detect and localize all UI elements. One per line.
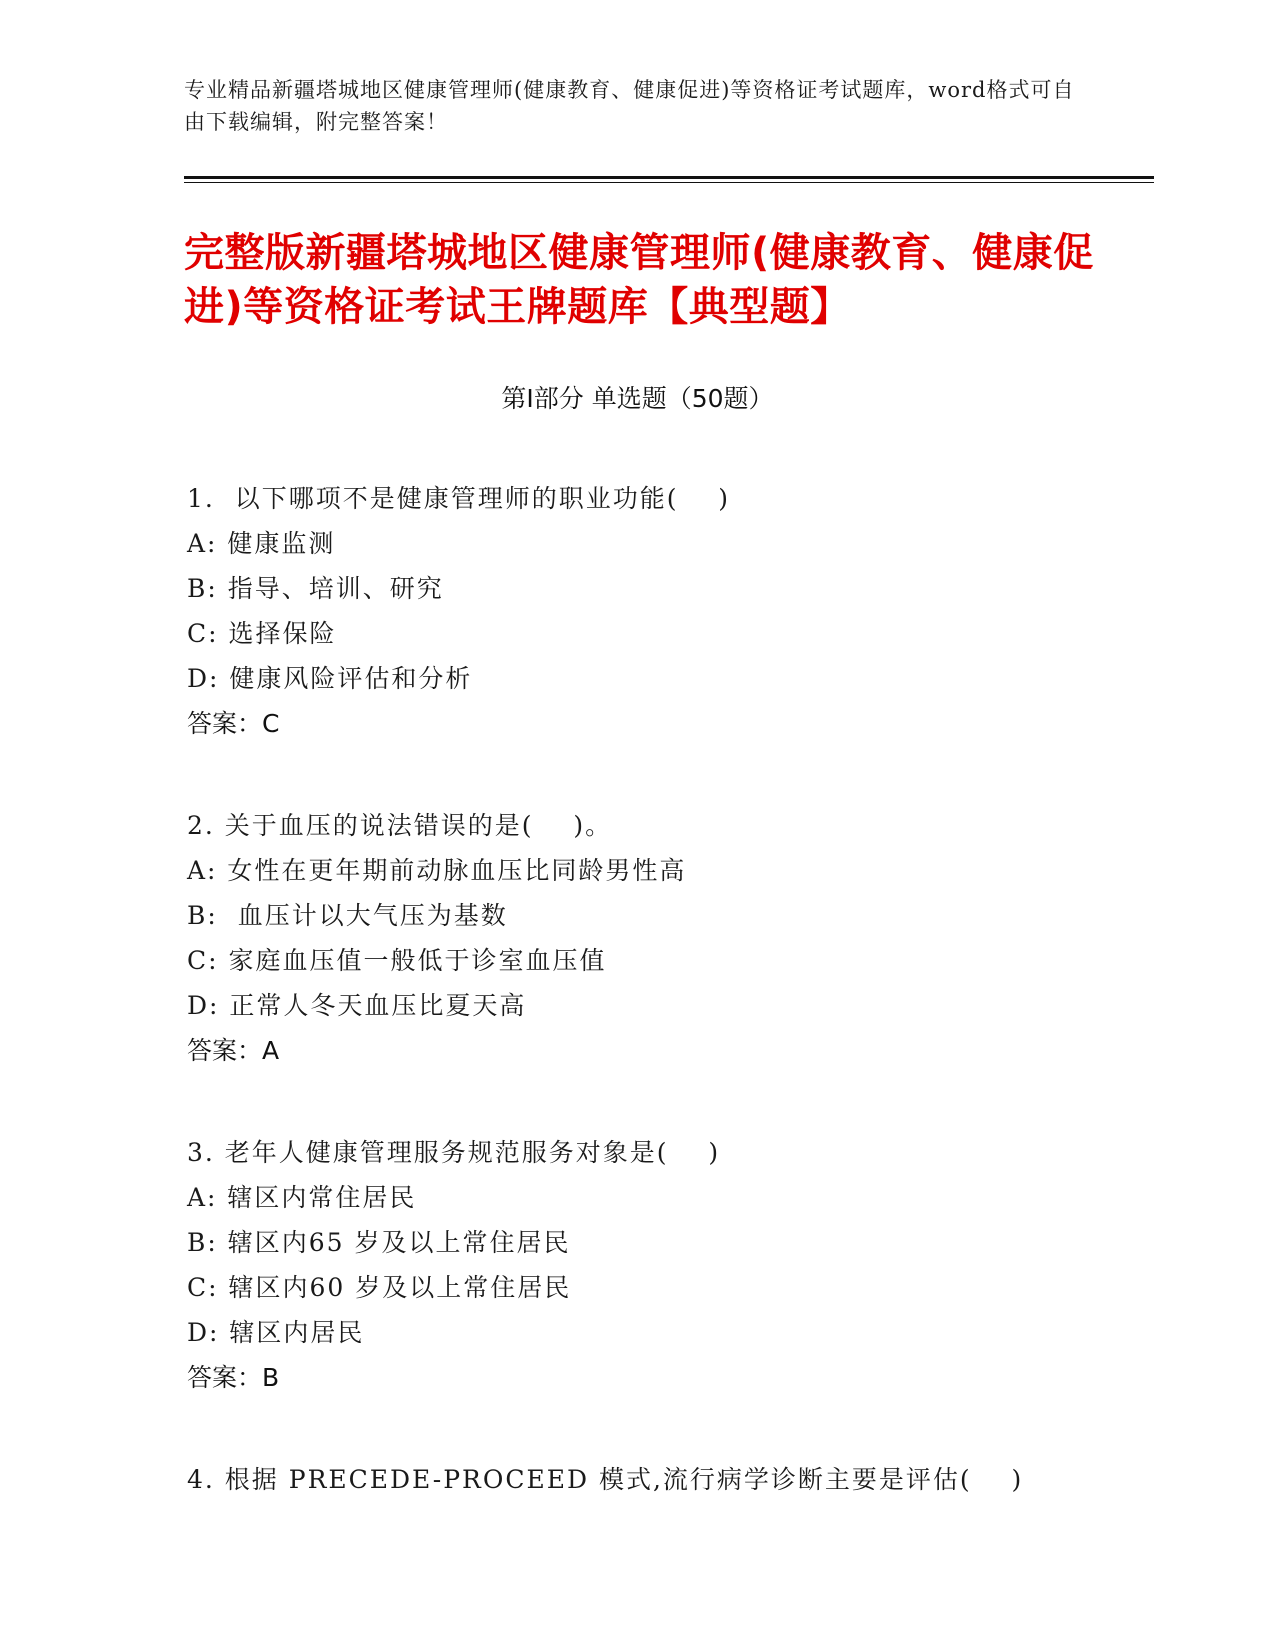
question-stem: 4. 根据 PRECEDE-PROCEED 模式,流行病学诊断主要是评估( ) [187, 1465, 1024, 1494]
question-2 [187, 803, 1147, 1073]
document-title: 完整版新疆塔城地区健康管理师(健康教育、健康促进)等资格证考试王牌题库【典型题】 [184, 230, 1094, 330]
section-title: 第Ⅰ部分 单选题（50题） [501, 384, 774, 413]
answer-line: 答案：A [187, 1036, 280, 1065]
option-a: A: 健康监测 [187, 529, 336, 558]
option-d: D: 健康风险评估和分析 [187, 664, 473, 693]
option-c: C: 家庭血压值一般低于诊室血压值 [187, 946, 607, 975]
option-d: D: 正常人冬天血压比夏天高 [187, 991, 527, 1020]
option-d: D: 辖区内居民 [187, 1318, 365, 1347]
header-divider-thin [184, 182, 1154, 183]
header-note: 专业精品新疆塔城地区健康管理师(健康教育、健康促进)等资格证考试题库，word格式可自由下载编辑，附完整答案！ [184, 78, 1075, 134]
option-b: B: 辖区内65 岁及以上常住居民 [187, 1228, 571, 1257]
question-list [187, 476, 1147, 1559]
option-c: C: 辖区内60 岁及以上常住居民 [187, 1273, 572, 1302]
option-a: A: 辖区内常住居民 [187, 1183, 417, 1212]
question-stem: 1. 以下哪项不是健康管理师的职业功能( ) [187, 484, 731, 513]
answer-line: 答案：B [187, 1363, 280, 1392]
question-3 [187, 1130, 1147, 1400]
question-1 [187, 476, 1147, 746]
question-4 [187, 1457, 1147, 1502]
option-b: B: 指导、培训、研究 [187, 574, 444, 603]
answer-line: 答案：C [187, 709, 280, 738]
option-b: B: 血压计以大气压为基数 [187, 901, 508, 930]
header-divider [184, 176, 1154, 179]
option-a: A: 女性在更年期前动脉血压比同龄男性高 [187, 856, 687, 885]
option-c: C: 选择保险 [187, 619, 337, 648]
question-stem: 3. 老年人健康管理服务规范服务对象是( ) [187, 1138, 721, 1167]
question-stem: 2. 关于血压的说法错误的是( )。 [187, 811, 613, 840]
